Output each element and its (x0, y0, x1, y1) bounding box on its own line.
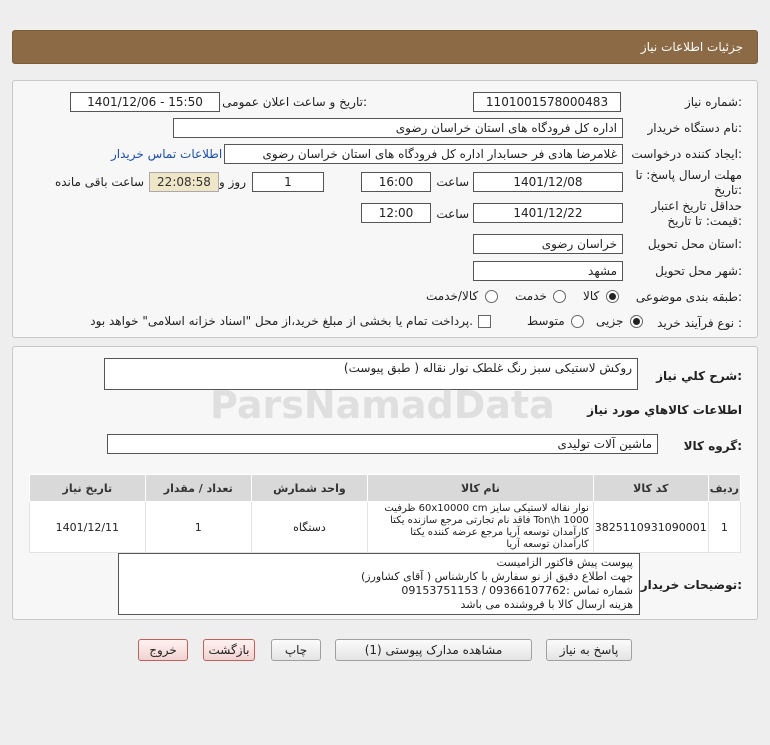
col-qty-header: تعداد / مقدار (145, 475, 251, 502)
buyer-note-line: جهت اطلاع دقیق از نو سفارش با کارشناس ( آقای کشاورز) (360, 570, 633, 583)
deadline-label-line2: تاریخ: (714, 183, 742, 197)
col-code-header: کد کالا (593, 475, 708, 502)
announce-field[interactable]: 1401/12/06 - 15:50 (70, 92, 220, 112)
remaining-time-badge: 22:08:58 (149, 172, 219, 192)
deadline-label-line1: مهلت ارسال پاسخ: تا (635, 168, 742, 182)
goods-table (29, 474, 741, 553)
category-label: طبقه بندی موضوعی: (635, 290, 742, 304)
goods-group-label: گروه کالا: (683, 439, 742, 453)
buyer-note-line: شماره تماس :09366107762 / 09153751153 (401, 584, 633, 597)
province-field[interactable]: خراسان رضوی (473, 234, 623, 254)
announce-label: تاریخ و ساعت اعلان عمومی: (222, 95, 367, 109)
process-medium-label: متوسط (527, 314, 565, 328)
buyer-note-line: پیوست پیش فاکتور الزامیست (496, 556, 633, 569)
cell-code: 3825110931090001 (593, 502, 708, 553)
reply-button[interactable]: پاسخ به نیاز (546, 639, 632, 661)
summary-field[interactable]: روکش لاستیکی سبز رنگ غلطک نوار نقاله ( طبق پیوست) (104, 358, 638, 390)
buyer-notes-label: توضیحات خریدار: (640, 578, 742, 592)
col-name-header: نام کالا (368, 475, 594, 502)
cell-qty: 1 (145, 502, 251, 553)
validity-date-field[interactable]: 1401/12/22 (473, 203, 623, 223)
validity-time-field[interactable]: 12:00 (361, 203, 431, 223)
province-label: استان محل تحویل: (647, 237, 742, 251)
process-minor-label: جزیی (596, 314, 624, 328)
cell-name: نوار نقاله لاستیکی سایز 60x10000 cm ظرفیت Ton\h 1000 فاقد نام تجارتی مرجع سازنده یکتا کارآمدان توسعه آریا مرجع عرضه کننده یکتا کارآمدان توسعه آریا (368, 502, 594, 553)
cell-date: 1401/12/11 (30, 502, 146, 553)
table-row (30, 502, 741, 553)
cell-index: 1 (708, 502, 740, 553)
deadline-days-field[interactable]: 1 (252, 172, 324, 192)
cell-unit: دستگاه (251, 502, 367, 553)
category-goods-radio[interactable] (606, 290, 619, 303)
summary-label: شرح کلي نياز: (656, 369, 742, 383)
deadline-time-label: ساعت (436, 175, 469, 189)
category-service-radio[interactable] (553, 290, 566, 303)
view-attachments-button[interactable]: مشاهده مدارک پیوستی (1) (335, 639, 532, 661)
process-medium-radio[interactable] (571, 315, 584, 328)
col-unit-header: واحد شمارش (251, 475, 367, 502)
category-goods-service-radio[interactable] (485, 290, 498, 303)
remaining-label: ساعت باقی مانده (54, 175, 144, 189)
deadline-date-field[interactable]: 1401/12/08 (473, 172, 623, 192)
page-header (12, 30, 758, 64)
contact-buyer-link[interactable]: اطلاعات تماس خریدار (111, 147, 223, 161)
exit-button[interactable]: خروج (138, 639, 188, 661)
category-goods-label: کالا (583, 289, 600, 303)
col-index-header: ردیف (708, 475, 740, 502)
back-button[interactable]: بازگشت (203, 639, 255, 661)
treasury-payment-note: پرداخت تمام یا بخشی از مبلغ خرید،از محل "اسناد خزانه اسلامی" خواهد بود. (90, 314, 473, 328)
city-field[interactable]: مشهد (473, 261, 623, 281)
print-button[interactable]: چاپ (271, 639, 321, 661)
watermark-text: ParsNamadData (210, 383, 555, 427)
treasury-payment-checkbox[interactable] (478, 315, 491, 328)
process-minor-radio[interactable] (630, 315, 643, 328)
category-service-label: خدمت (515, 289, 547, 303)
need-number-field[interactable]: 1101001578000483 (473, 92, 621, 112)
city-label: شهر محل تحویل: (655, 264, 742, 278)
buyer-notes-box[interactable] (118, 553, 640, 615)
page-title: جزئیات اطلاعات نیاز (640, 40, 743, 54)
category-goods-service-label: کالا/خدمت (426, 289, 479, 303)
days-label: روز و (219, 175, 246, 189)
buyer-note-line: هزینه ارسال کالا با فروشنده می باشد (460, 598, 633, 611)
creator-field[interactable]: غلامرضا هادی فر حسابدار اداره کل فرودگاه های استان خراسان رضوی (224, 144, 623, 164)
process-label: نوع فرآیند خرید : (657, 316, 742, 330)
validity-label-line2: قیمت: تا تاریخ: (667, 214, 742, 228)
goods-section-title: اطلاعات کالاهاي مورد نياز (587, 403, 742, 417)
creator-label: ایجاد کننده درخواست: (631, 147, 742, 161)
goods-group-field[interactable]: ماشین آلات تولیدی (107, 434, 658, 454)
deadline-time-field[interactable]: 16:00 (361, 172, 431, 192)
buyer-field[interactable]: اداره کل فرودگاه های استان خراسان رضوی (173, 118, 623, 138)
validity-label-line1: حداقل تاریخ اعتبار (651, 199, 742, 213)
validity-time-label: ساعت (436, 207, 469, 221)
need-number-label: شماره نیاز: (684, 95, 742, 109)
buyer-label: نام دستگاه خریدار: (647, 121, 742, 135)
col-date-header: تاریخ نیاز (30, 475, 146, 502)
